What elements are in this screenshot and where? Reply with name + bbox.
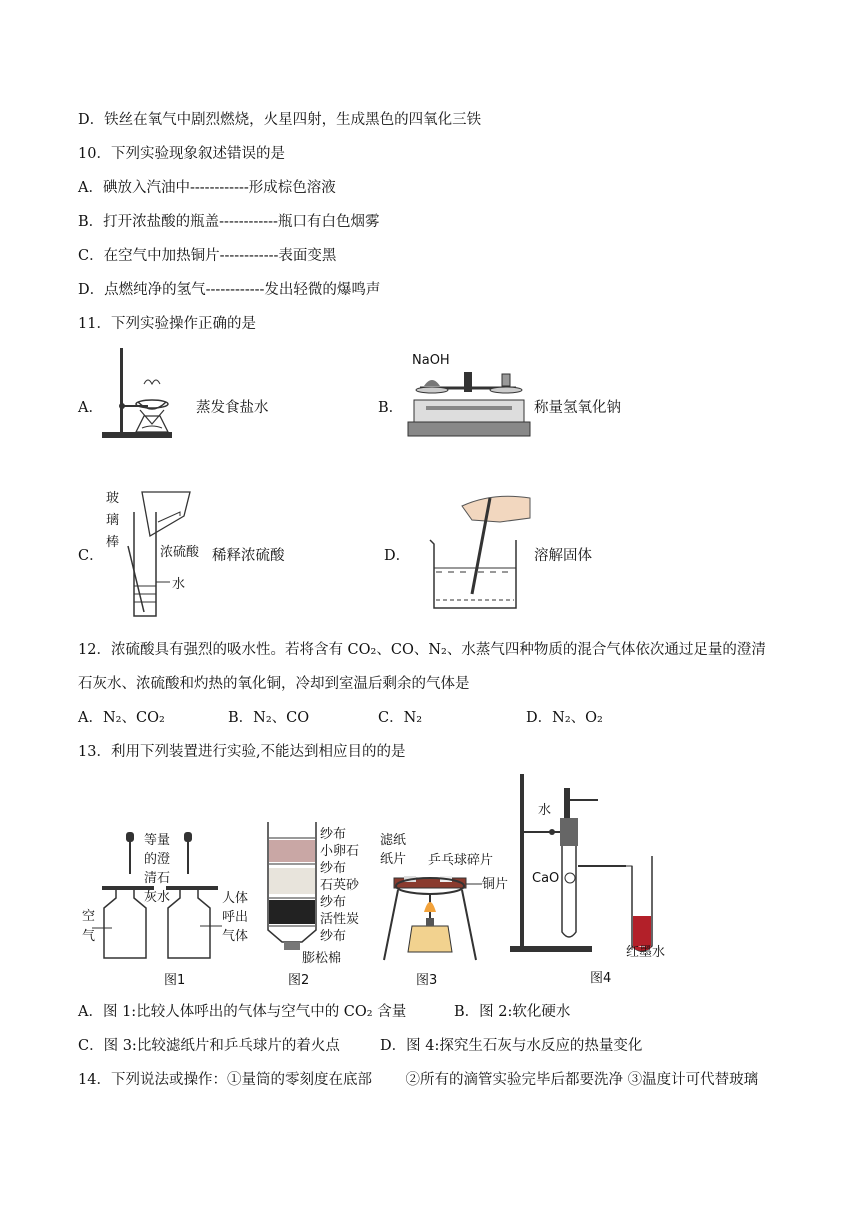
q11-option-d-text: 溶解固体: [534, 548, 592, 564]
svg-text:空: 空: [82, 909, 96, 924]
svg-text:的澄: 的澄: [144, 852, 171, 867]
dilution-figure: [104, 486, 214, 620]
q12-line1: 12．浓硫酸具有强烈的吸水性。若将含有 CO₂、CO、N₂、水蒸气四种物质的混合气体依次通过足量的澄清: [78, 642, 766, 658]
svg-text:纱布: 纱布: [320, 929, 347, 944]
q11-option-a-letter: A．: [78, 400, 103, 416]
q12-option-b: B．N₂、CO: [228, 710, 310, 726]
svg-text:清石: 清石: [144, 871, 171, 886]
svg-text:棒: 棒: [106, 535, 120, 550]
q12-line2: 石灰水、浓硫酸和灼热的氧化铜，冷却到室温后剩余的气体是: [78, 676, 470, 692]
naoh-label: NaOH: [412, 353, 450, 368]
dissolving-figure: [422, 490, 532, 614]
q10-option-d: D．点燃纯净的氢气------------发出轻微的爆鸣声: [78, 282, 381, 298]
svg-text:玻: 玻: [106, 491, 120, 506]
q14-stem: 14．下列说法或操作：①量筒的零刻度在底部 ②所有的滴管实验完毕后都要洗净 ③温度计可代替玻璃: [78, 1072, 759, 1088]
q12-option-a: A．N₂、CO₂: [78, 710, 165, 726]
evaporation-apparatus-figure: [100, 344, 180, 440]
svg-text:水: 水: [172, 577, 186, 592]
q10-option-b: B．打开浓盐酸的瓶盖------------瓶口有白色烟雾: [78, 214, 380, 230]
svg-text:呼出: 呼出: [222, 910, 249, 925]
svg-text:纸片: 纸片: [380, 852, 407, 867]
figure-4-heat-change: [508, 770, 678, 990]
figure-1-caption: 图1: [164, 973, 186, 988]
q9-option-d: D．铁丝在氧气中剧烈燃烧，火星四射，生成黑色的四氧化三铁: [78, 112, 482, 128]
q10-stem: 10．下列实验现象叙述错误的是: [78, 146, 285, 162]
svg-text:气体: 气体: [222, 929, 249, 944]
q13-option-b: B．图 2:软化硬水: [454, 1004, 571, 1020]
q10-option-a: A．碘放入汽油中------------形成棕色溶液: [78, 180, 336, 196]
svg-text:活性炭: 活性炭: [320, 912, 360, 927]
figure-3-ignition-point: [376, 830, 514, 990]
svg-text:浓硫酸: 浓硫酸: [160, 545, 200, 560]
figure-2-caption: 图2: [288, 973, 310, 988]
svg-text:铜片: 铜片: [482, 877, 509, 892]
q13-option-d: D．图 4:探究生石灰与水反应的热量变化: [380, 1038, 643, 1054]
svg-text:等量: 等量: [144, 833, 171, 848]
q13-stem: 13．利用下列装置进行实验,不能达到相应目的的是: [78, 744, 406, 760]
q11-option-b-text: 称量氢氧化钠: [534, 400, 621, 416]
q11-stem: 11．下列实验操作正确的是: [78, 316, 256, 332]
svg-text:滤纸: 滤纸: [380, 833, 407, 848]
q11-option-c-letter: C．: [78, 548, 104, 564]
figure-4-caption: 图4: [590, 971, 612, 986]
svg-text:纱布: 纱布: [320, 861, 347, 876]
q11-option-a-text: 蒸发食盐水: [196, 400, 269, 416]
svg-text:纱布: 纱布: [320, 895, 347, 910]
svg-text:膨松棉: 膨松棉: [302, 951, 342, 966]
svg-text:CaO: CaO: [532, 871, 560, 886]
svg-text:乒乓球碎片: 乒乓球碎片: [428, 853, 494, 868]
svg-text:红墨水: 红墨水: [626, 945, 666, 960]
q11-option-c-text: 稀释浓硫酸: [212, 548, 285, 564]
figure-1-co2-comparison: [82, 830, 260, 990]
q13-option-a: A．图 1:比较人体呼出的气体与空气中的 CO₂ 含量: [78, 1004, 407, 1020]
balance-weighing-figure: [406, 350, 532, 442]
svg-text:人体: 人体: [222, 891, 249, 906]
q11-option-d-letter: D．: [384, 548, 411, 564]
svg-text:水: 水: [538, 803, 552, 818]
svg-text:纱布: 纱布: [320, 827, 347, 842]
q12-option-c: C．N₂: [378, 710, 423, 726]
svg-text:小卵石: 小卵石: [320, 844, 360, 859]
q10-option-c: C．在空气中加热铜片------------表面变黑: [78, 248, 337, 264]
q11-option-b-letter: B．: [378, 400, 404, 416]
figure-2-water-filter: [262, 818, 382, 990]
svg-text:灰水: 灰水: [144, 890, 171, 905]
q13-option-c: C．图 3:比较滤纸片和乒乓球片的着火点: [78, 1038, 340, 1054]
svg-text:璃: 璃: [106, 513, 120, 528]
q12-option-d: D．N₂、O₂: [526, 710, 603, 726]
figure-3-caption: 图3: [416, 973, 438, 988]
svg-text:石英砂: 石英砂: [320, 878, 360, 893]
svg-text:气: 气: [82, 929, 96, 944]
